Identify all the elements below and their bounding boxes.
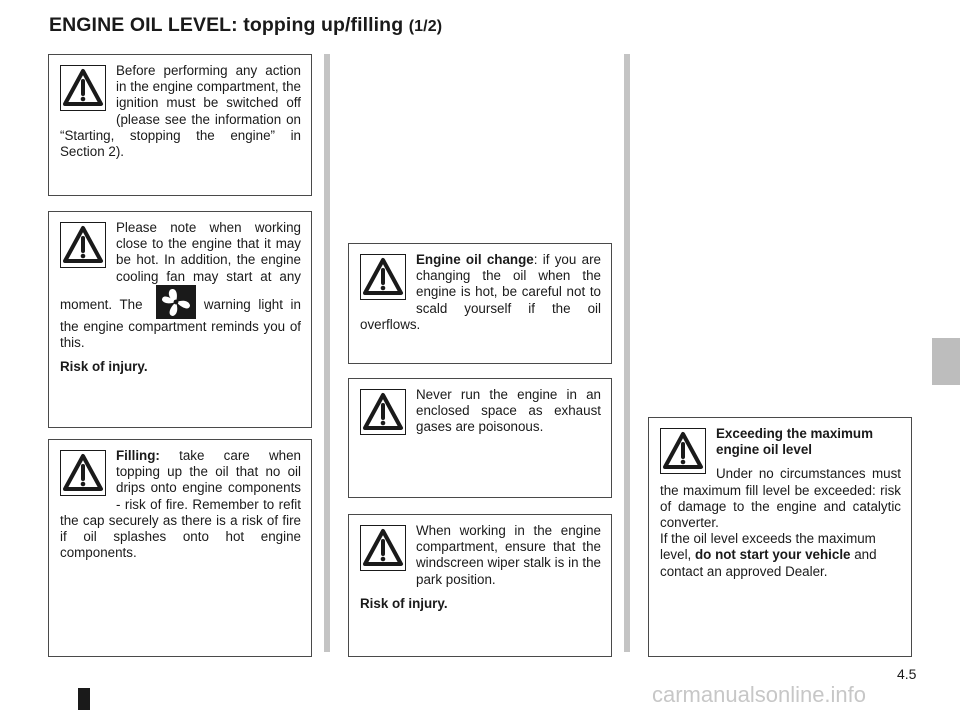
column-divider-right (624, 54, 630, 652)
fan-text-b: warning light in the engine compartment reminds you of this. (60, 296, 301, 351)
warning-triangle-icon (660, 428, 706, 474)
warning-triangle-icon (60, 222, 106, 268)
title-part: (1/2) (408, 18, 443, 35)
warning-box-wiper (348, 514, 612, 657)
page-number: 4.5 (897, 666, 917, 682)
warning-triangle-icon (360, 389, 406, 435)
maximum-paragraph-b (660, 531, 901, 580)
fan-text-a: Please note when working close to the engine that it may be hot. In addition, the engine cooling fan may start at any moment. The (60, 220, 301, 312)
warning-triangle-icon (360, 254, 406, 300)
warning-box-filling (48, 439, 312, 657)
title-text: ENGINE OIL LEVEL: topping up/filling (49, 14, 404, 36)
page-title (49, 14, 442, 37)
warning-triangle-icon (60, 450, 106, 496)
warning-triangle-icon (60, 65, 106, 111)
wiper-risk: Risk of injury. (360, 595, 448, 611)
fan-risk: Risk of injury. (60, 359, 148, 375)
oil-change-text: : if you are changing the oil when the engine is hot, be careful not to scald yourself if the oil overflows. (360, 252, 601, 332)
column-divider-left (324, 54, 330, 652)
maximum-text-b: If the oil level exceeds the maximum level, (660, 531, 876, 563)
warning-box-enclosed (348, 378, 612, 498)
maximum-text-b-end: and contact an approved Dealer. (660, 547, 877, 579)
maximum-text-b-bold: do not start your vehicle (694, 547, 851, 563)
warning-box-maximum (648, 417, 912, 657)
cooling-fan-icon (156, 285, 196, 319)
maximum-heading: Exceeding the maximum engine oil level (716, 426, 874, 458)
corner-mark (78, 688, 90, 710)
warning-box-ignition (48, 54, 312, 196)
enclosed-text: Never run the engine in an enclosed space as exhaust gases are poisonous. (416, 387, 601, 435)
filling-text: take care when topping up the oil that no oil drips onto engine components - risk of fire. Remember to refit the cap securely as there is a risk of fire if oil splashes onto hot engine components. (60, 448, 301, 561)
oil-change-label: Engine oil change (416, 252, 534, 267)
warning-triangle-icon (360, 525, 406, 571)
filling-label: Filling: (116, 448, 160, 463)
ignition-text: Before performing any action in the engine compartment, the ignition must be switched off (please see the information on “Starting, stopping the engine” in Section 2). (60, 63, 301, 160)
warning-box-fan (48, 211, 312, 428)
wiper-text: When working in the engine compartment, ensure that the windscreen wiper stalk is in the park position. (416, 523, 601, 587)
maximum-text-a: Under no circumstances must the maximum fill level be exceeded: risk of damage to the engine and catalytic converter. (660, 466, 901, 531)
section-tab (932, 338, 960, 385)
warning-box-oil-change (348, 243, 612, 364)
watermark: carmanualsonline.info (652, 682, 867, 707)
